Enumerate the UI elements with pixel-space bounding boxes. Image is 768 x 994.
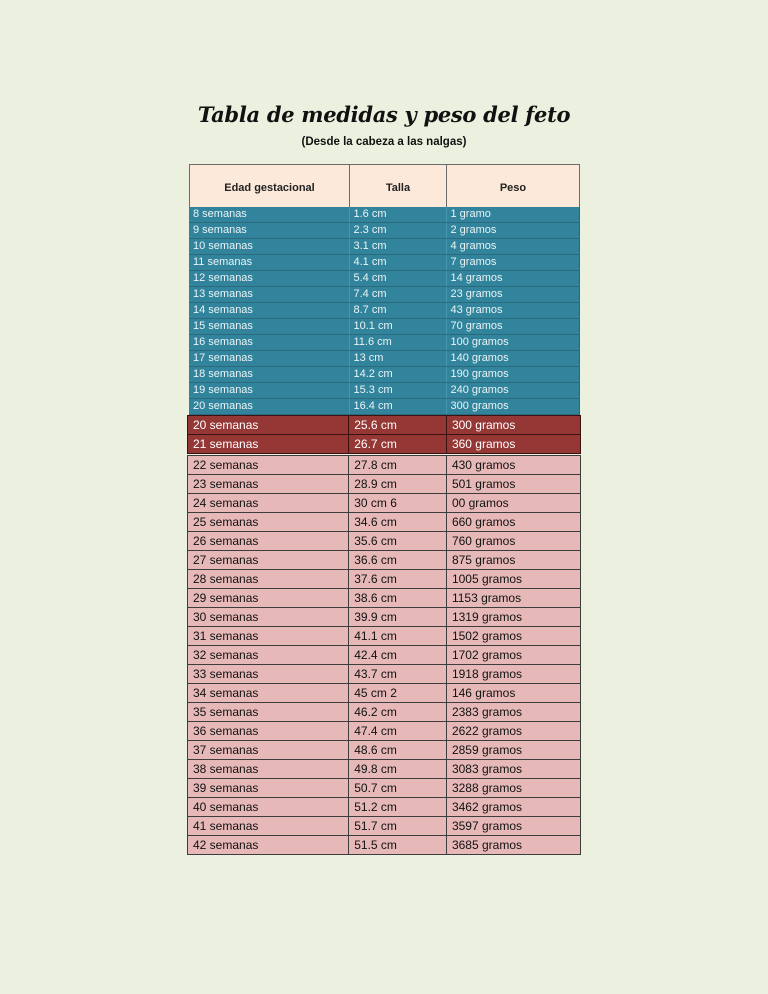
cell-peso: 430 gramos	[446, 456, 580, 475]
cell-talla: 35.6 cm	[349, 532, 447, 551]
cell-peso: 23 gramos	[446, 287, 579, 303]
cell-edad-gestacional: 29 semanas	[188, 589, 349, 608]
cell-edad-gestacional: 33 semanas	[188, 665, 349, 684]
cell-edad-gestacional: 38 semanas	[188, 760, 349, 779]
cell-talla: 39.9 cm	[349, 608, 447, 627]
cell-talla: 50.7 cm	[349, 779, 447, 798]
cell-edad-gestacional: 22 semanas	[188, 456, 349, 475]
table-row	[188, 475, 581, 494]
cell-peso: 140 gramos	[446, 351, 579, 367]
table-section-highlight-weeks	[187, 415, 581, 454]
cell-peso: 190 gramos	[446, 367, 579, 383]
table-row	[188, 532, 581, 551]
cell-peso: 3288 gramos	[446, 779, 580, 798]
cell-talla: 7.4 cm	[349, 287, 446, 303]
cell-edad-gestacional: 10 semanas	[189, 239, 349, 255]
cell-talla: 26.7 cm	[349, 435, 447, 454]
table-row	[188, 646, 581, 665]
table-row	[188, 435, 581, 454]
cell-edad-gestacional: 14 semanas	[189, 303, 349, 319]
table-row	[188, 684, 581, 703]
table-row	[188, 703, 581, 722]
cell-edad-gestacional: 12 semanas	[189, 271, 349, 287]
table-row	[188, 741, 581, 760]
table-row	[189, 367, 579, 383]
cell-talla: 25.6 cm	[349, 416, 447, 435]
cell-peso: 300 gramos	[446, 399, 579, 415]
cell-peso: 70 gramos	[446, 319, 579, 335]
table-row	[189, 287, 579, 303]
cell-edad-gestacional: 31 semanas	[188, 627, 349, 646]
cell-talla: 46.2 cm	[349, 703, 447, 722]
cell-peso: 760 gramos	[446, 532, 580, 551]
cell-edad-gestacional: 26 semanas	[188, 532, 349, 551]
table-row	[188, 416, 581, 435]
cell-peso: 875 gramos	[446, 551, 580, 570]
cell-edad-gestacional: 23 semanas	[188, 475, 349, 494]
header-edad-gestacional: Edad gestacional	[190, 165, 350, 211]
cell-talla: 16.4 cm	[349, 399, 446, 415]
cell-talla: 38.6 cm	[349, 589, 447, 608]
cell-talla: 15.3 cm	[349, 383, 446, 399]
cell-peso: 1153 gramos	[446, 589, 580, 608]
cell-edad-gestacional: 15 semanas	[189, 319, 349, 335]
cell-talla: 30 cm 6	[349, 494, 447, 513]
cell-peso: 2383 gramos	[446, 703, 580, 722]
table-row	[189, 271, 579, 287]
cell-edad-gestacional: 20 semanas	[188, 416, 349, 435]
cell-talla: 41.1 cm	[349, 627, 447, 646]
cell-edad-gestacional: 37 semanas	[188, 741, 349, 760]
cell-peso: 1 gramo	[446, 207, 579, 223]
cell-edad-gestacional: 32 semanas	[188, 646, 349, 665]
table-row	[189, 303, 579, 319]
cell-peso: 1005 gramos	[446, 570, 580, 589]
cell-edad-gestacional: 13 semanas	[189, 287, 349, 303]
cell-edad-gestacional: 16 semanas	[189, 335, 349, 351]
cell-peso: 4 gramos	[446, 239, 579, 255]
cell-edad-gestacional: 34 semanas	[188, 684, 349, 703]
table-header	[189, 164, 580, 211]
table-row	[188, 589, 581, 608]
cell-peso: 660 gramos	[446, 513, 580, 532]
cell-talla: 45 cm 2	[349, 684, 447, 703]
cell-peso: 146 gramos	[446, 684, 580, 703]
cell-talla: 51.7 cm	[349, 817, 447, 836]
table-row	[189, 223, 579, 239]
cell-edad-gestacional: 19 semanas	[189, 383, 349, 399]
cell-edad-gestacional: 8 semanas	[189, 207, 349, 223]
table-row	[188, 760, 581, 779]
header-row	[190, 165, 580, 211]
cell-edad-gestacional: 17 semanas	[189, 351, 349, 367]
cell-edad-gestacional: 40 semanas	[188, 798, 349, 817]
cell-edad-gestacional: 39 semanas	[188, 779, 349, 798]
cell-edad-gestacional: 18 semanas	[189, 367, 349, 383]
cell-edad-gestacional: 11 semanas	[189, 255, 349, 271]
header-peso: Peso	[447, 165, 580, 211]
cell-peso: 3083 gramos	[446, 760, 580, 779]
cell-talla: 2.3 cm	[349, 223, 446, 239]
cell-edad-gestacional: 25 semanas	[188, 513, 349, 532]
cell-peso: 2622 gramos	[446, 722, 580, 741]
cell-edad-gestacional: 28 semanas	[188, 570, 349, 589]
cell-peso: 240 gramos	[446, 383, 579, 399]
cell-peso: 100 gramos	[446, 335, 579, 351]
cell-talla: 4.1 cm	[349, 255, 446, 271]
table-row	[189, 207, 579, 223]
cell-edad-gestacional: 36 semanas	[188, 722, 349, 741]
table-row	[189, 399, 579, 415]
cell-talla: 8.7 cm	[349, 303, 446, 319]
cell-talla: 51.5 cm	[349, 836, 447, 855]
table-row	[188, 798, 581, 817]
table-section-early-weeks	[189, 207, 580, 415]
cell-peso: 501 gramos	[446, 475, 580, 494]
cell-talla: 43.7 cm	[349, 665, 447, 684]
table-row	[188, 513, 581, 532]
document-title: Tabla de medidas y peso del feto	[197, 102, 571, 127]
cell-peso: 2 gramos	[446, 223, 579, 239]
header-talla: Talla	[350, 165, 447, 211]
table-row	[188, 665, 581, 684]
table-row	[188, 608, 581, 627]
cell-peso: 3597 gramos	[446, 817, 580, 836]
table-row	[189, 351, 579, 367]
cell-talla: 27.8 cm	[349, 456, 447, 475]
cell-talla: 47.4 cm	[349, 722, 447, 741]
table-row	[189, 255, 579, 271]
table-row	[188, 817, 581, 836]
cell-peso: 1502 gramos	[446, 627, 580, 646]
table-row	[188, 456, 581, 475]
cell-peso: 00 gramos	[446, 494, 580, 513]
cell-talla: 34.6 cm	[349, 513, 447, 532]
cell-peso: 1918 gramos	[446, 665, 580, 684]
table-row	[189, 239, 579, 255]
cell-talla: 42.4 cm	[349, 646, 447, 665]
table-row	[188, 570, 581, 589]
cell-edad-gestacional: 35 semanas	[188, 703, 349, 722]
cell-peso: 3685 gramos	[446, 836, 580, 855]
table-row	[189, 319, 579, 335]
cell-peso: 7 gramos	[446, 255, 579, 271]
cell-talla: 28.9 cm	[349, 475, 447, 494]
table-row	[188, 836, 581, 855]
table-row	[188, 551, 581, 570]
table-row	[188, 627, 581, 646]
cell-talla: 13 cm	[349, 351, 446, 367]
table-row	[188, 722, 581, 741]
cell-talla: 10.1 cm	[349, 319, 446, 335]
cell-edad-gestacional: 42 semanas	[188, 836, 349, 855]
cell-peso: 43 gramos	[446, 303, 579, 319]
cell-peso: 3462 gramos	[446, 798, 580, 817]
table-section-late-weeks	[187, 455, 581, 855]
cell-peso: 14 gramos	[446, 271, 579, 287]
cell-edad-gestacional: 9 semanas	[189, 223, 349, 239]
cell-talla: 37.6 cm	[349, 570, 447, 589]
cell-talla: 11.6 cm	[349, 335, 446, 351]
table-row	[189, 383, 579, 399]
cell-edad-gestacional: 20 semanas	[189, 399, 349, 415]
table-row	[189, 335, 579, 351]
cell-edad-gestacional: 30 semanas	[188, 608, 349, 627]
cell-edad-gestacional: 24 semanas	[188, 494, 349, 513]
table-row	[188, 494, 581, 513]
cell-talla: 3.1 cm	[349, 239, 446, 255]
cell-talla: 36.6 cm	[349, 551, 447, 570]
cell-talla: 14.2 cm	[349, 367, 446, 383]
cell-talla: 1.6 cm	[349, 207, 446, 223]
cell-edad-gestacional: 21 semanas	[188, 435, 349, 454]
table-row	[188, 779, 581, 798]
cell-talla: 51.2 cm	[349, 798, 447, 817]
document-subtitle: (Desde la cabeza a las nalgas)	[301, 136, 467, 148]
cell-peso: 1319 gramos	[446, 608, 580, 627]
cell-edad-gestacional: 41 semanas	[188, 817, 349, 836]
cell-talla: 48.6 cm	[349, 741, 447, 760]
cell-talla: 49.8 cm	[349, 760, 447, 779]
cell-peso: 2859 gramos	[446, 741, 580, 760]
cell-peso: 1702 gramos	[446, 646, 580, 665]
cell-peso: 360 gramos	[446, 435, 580, 454]
cell-talla: 5.4 cm	[349, 271, 446, 287]
cell-peso: 300 gramos	[446, 416, 580, 435]
cell-edad-gestacional: 27 semanas	[188, 551, 349, 570]
